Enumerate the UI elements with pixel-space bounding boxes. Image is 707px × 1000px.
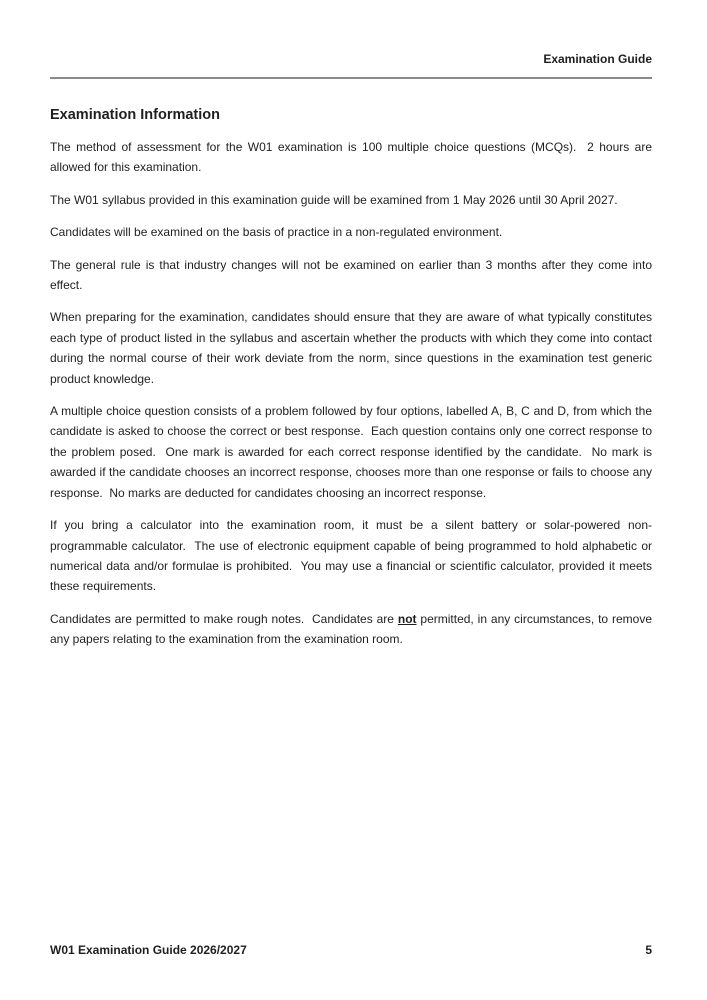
paragraph	[50, 137, 656, 178]
emphasized-text: not	[397, 611, 417, 626]
page-content	[50, 0, 656, 662]
paragraph-text: Candidates will be examined on the basis of practice in a non-regulated environment.	[50, 225, 503, 240]
header-title: Examination Guide	[543, 52, 652, 66]
paragraph	[50, 222, 652, 242]
paragraph	[50, 515, 656, 597]
page-footer	[50, 942, 652, 958]
paragraph	[50, 609, 656, 650]
page-header	[50, 0, 652, 68]
paragraph-text: If you bring a calculator into the examination room, it must be a silent battery or solar-powered non-programmable calculator. The use of electronic equipment capable of being programmed to hold alphabetic or numerical data and/or formulae is prohibited. You may use a financial or scientific calculator, provided it meets these requirements.	[50, 518, 656, 594]
paragraph-text: The general rule is that industry changes will not be examined on earlier than 3 months after they come into effect.	[50, 257, 656, 293]
paragraph-text: The method of assessment for the W01 examination is 100 multiple choice questions (MCQs). 2 hours are allowed for this examination.	[50, 140, 656, 175]
paragraph	[50, 255, 656, 296]
paragraph-text: When preparing for the examination, candidates should ensure that they are aware of what typically constitutes each type of product listed in the syllabus and ascertain whether the products with which they come into contact during the normal course of their work deviate from the norm, since questions in the examination test generic product knowledge.	[50, 310, 656, 386]
header-rule	[50, 77, 652, 79]
paragraph	[50, 401, 656, 503]
paragraph-text: The W01 syllabus provided in this examination guide will be examined from 1 May 2026 until 30 April 2027.	[50, 192, 618, 207]
paragraph	[50, 190, 652, 210]
body-paragraphs	[50, 137, 656, 650]
paragraph-text: Candidates are permitted to make rough notes. Candidates are	[50, 611, 398, 626]
paragraph-text: A multiple choice question consists of a problem followed by four options, labelled A, B, C and D, from which the candidate is asked to choose the correct or best response. Each question contains only one correct response to the problem posed. One mark is awarded for each correct response identified by the candidate. No mark is awarded if the candidate chooses an incorrect response, chooses more than one response or fails to choose any response. No marks are deducted for candidates choosing an incorrect response.	[50, 404, 656, 500]
footer-document-title: W01 Examination Guide 2026/2027	[50, 943, 247, 957]
paragraph-text: permitted, in any circumstances, to remove any papers relating to the examination from the examination room.	[50, 611, 656, 647]
footer-page-number: 5	[645, 943, 652, 957]
paragraph	[50, 307, 656, 389]
section-title: Examination Information	[50, 107, 220, 123]
